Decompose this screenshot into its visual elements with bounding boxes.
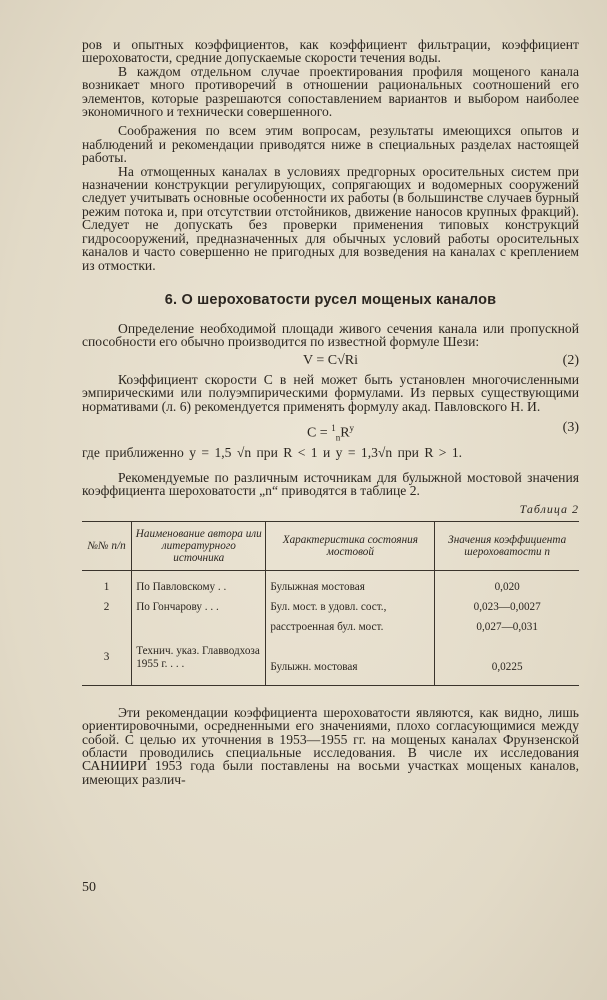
formula-r: R: [340, 425, 350, 441]
header-author: Наименование автора или литературного источника: [132, 521, 266, 570]
table-row: [82, 597, 579, 617]
cell-author: По Павловскому . .: [132, 570, 266, 597]
cell-characteristic: Булыжная мостовая: [266, 570, 435, 597]
paragraph-1: ров и опытных коэффициентов, как коэффициент фильтрации, коэффициент шероховатости, средние допускаемые скорости течения воды.: [82, 37, 579, 66]
section-paragraph-2: Коэффициент скорости C в ней может быть установлен многочисленными эмпирическими или полуэмпирическими формулами. Из первых существующими нормативами (л. 6) рекомендуется применять формулу акад. Павловского Н. И.: [82, 371, 579, 414]
formula-pavlovsky-number: (3): [562, 419, 579, 435]
cell-value: 0,020: [435, 570, 579, 597]
section-title: 6. О шероховатости русел мощеных каналов: [164, 291, 497, 308]
header-num: №№ п/п: [82, 521, 132, 570]
cell-value: 0,027—0,031: [435, 617, 579, 637]
cell-num: 1: [103, 580, 110, 593]
where-line: где приближенно y = 1,5 √n при R < 1 и y = 1,3√n при R > 1.: [82, 444, 463, 460]
formula-chezy-text: V = C√Ri: [302, 352, 358, 368]
formula-chezy-number: (2): [562, 352, 579, 368]
formula-frac-den: n: [335, 432, 341, 443]
cell-value: 0,023—0,0027: [435, 597, 579, 617]
cell-characteristic: Бул. мост. в удовл. сост.,: [266, 597, 435, 617]
cell-num: 2: [103, 600, 110, 613]
table-row: [82, 617, 579, 637]
cell-value: 0,0225: [435, 637, 579, 686]
formula-pavlovsky-expr: [82, 413, 579, 452]
cell-characteristic: Булыжн. мостовая: [266, 637, 435, 686]
cell-author: Технич. указ. Главводхоза 1955 г. . . .: [132, 637, 266, 686]
formula-chezy: [82, 349, 579, 373]
page-number: 50: [82, 880, 96, 895]
section-paragraph-3: Рекомендуемые по различным источникам для булыжной мостовой значения коэффициента шероховатости „n“ приводятся в таблице 2.: [82, 469, 579, 499]
closing-paragraph: Эти рекомендации коэффициента шероховатости являются, как видно, лишь ориентировочными, осредненными его значениями, плохо согласующимися между собой. С целью их уточнения в 1953—1955 гг. на мощеных каналах Фрунзенской области проводились специальные исследования. В числе их исследования САНИИРИ 1953 года были поставлены на восьми участках мощеных каналов, имеющих различ-: [82, 704, 579, 787]
cell-num: 3: [103, 650, 110, 663]
paragraph-4: На отмощенных каналах в условиях предгорных оросительных систем при назначении конструкции регулирующих, сопрягающих и водомерных сооружений следует учитывать основные особенности их работы (в большинстве случаев бурный режим потока и, при отсутствии отстойников, движение наносов крупных фракций). Следует не допускать без проверки применения типовых конструкций гидросооружений, предназначенных для обычных условий работы оросительных каналов и часто совершенно не пригодных для возведения на каналах с креплением из отмостки.: [82, 163, 579, 273]
header-value: Значения коэффициента шероховатости n: [435, 521, 579, 570]
section-paragraph-1: Определение необходимой площади живого сечения канала или пропускной способности его обычно производится по известной формуле Шези:: [82, 320, 579, 350]
table-header-row: [82, 521, 579, 570]
formula-frac-num: 1: [331, 422, 336, 433]
cell-author: По Гончарову . . .: [132, 597, 266, 617]
paragraph-2: В каждом отдельном случае проектирования профиля мощеного канала возникает много противоречий в отношении рациональных соотношений его элементов, которые разрешаются сопоставлением вариантов и выбором наиболее экономичного и технически совершенного.: [82, 63, 579, 120]
cell-characteristic: расстроенная бул. мост.: [266, 617, 435, 637]
cell-num: [82, 617, 132, 637]
header-characteristic: Характеристика состояния мостовой: [266, 521, 435, 570]
formula-pavlovsky: [82, 413, 579, 443]
formula-lhs: C =: [306, 425, 332, 441]
table-row: [82, 637, 579, 686]
roughness-table: [82, 521, 579, 686]
table-row: [82, 570, 579, 597]
cell-author: [132, 617, 266, 637]
table-caption: Таблица 2: [519, 501, 579, 516]
formula-exp: y: [349, 422, 355, 433]
paragraph-3: Соображения по всем этим вопросам, результаты имеющихся опытов и наблюдений и рекомендации приводятся ниже в специальных разделах настоящей работы.: [82, 123, 579, 166]
